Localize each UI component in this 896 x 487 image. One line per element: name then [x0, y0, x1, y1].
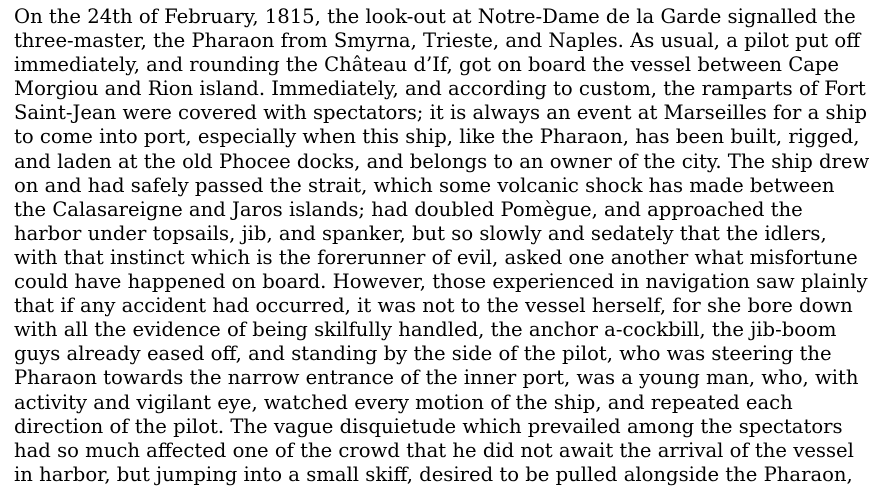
text-line: the Calasareigne and Jaros islands; had doubled Pomègue, and approached the	[14, 197, 803, 221]
text-line: on and had safely passed the strait, which some volcanic shock has made between	[14, 173, 835, 197]
text-line: immediately, and rounding the Château d’If, got on board the vessel between Cape	[14, 53, 840, 77]
text-line: with all the evidence of being skilfully handled, the anchor a-cockbill, the jib-boom	[14, 318, 837, 342]
text-line: On the 24th of February, 1815, the look-out at Notre-Dame de la Garde signalled the	[14, 5, 856, 28]
text-line: three-master, the Pharaon from Smyrna, Trieste, and Naples. As usual, a pilot put off	[14, 29, 861, 53]
text-line: could have happened on board. However, those experienced in navigation saw plainly	[14, 270, 868, 294]
text-line: to come into port, especially when this ship, like the Pharaon, has been built, rigged,	[14, 125, 860, 149]
text-line: guys already eased off, and standing by the side of the pilot, who was steering the	[14, 342, 832, 366]
text-line: Pharaon towards the narrow entrance of the inner port, was a young man, who, with	[14, 366, 859, 390]
text-line: that if any accident had occurred, it was not to the vessel herself, for she bore down	[14, 294, 853, 318]
text-line: direction of the pilot. The vague disquietude which prevailed among the spectators	[14, 414, 843, 438]
text-line: in harbor, but jumping into a small skiff, desired to be pulled alongside the Pharaon,	[14, 462, 853, 486]
text-line: had so much affected one of the crowd that he did not await the arrival of the vessel	[14, 438, 854, 462]
text-line: and laden at the old Phocee docks, and belongs to an owner of the city. The ship drew	[14, 149, 870, 173]
text-line: Morgiou and Rion island. Immediately, and according to custom, the ramparts of Fort	[14, 77, 866, 101]
text-line: activity and vigilant eye, watched every motion of the ship, and repeated each	[14, 390, 793, 414]
text-line: Saint-Jean were covered with spectators; it is always an event at Marseilles for a ship	[14, 101, 868, 125]
text-line: with that instinct which is the forerunner of evil, asked one another what misfortune	[14, 245, 858, 269]
text-line: harbor under topsails, jib, and spanker, but so slowly and sedately that the idlers,	[14, 221, 827, 245]
text-passage	[14, 5, 894, 487]
